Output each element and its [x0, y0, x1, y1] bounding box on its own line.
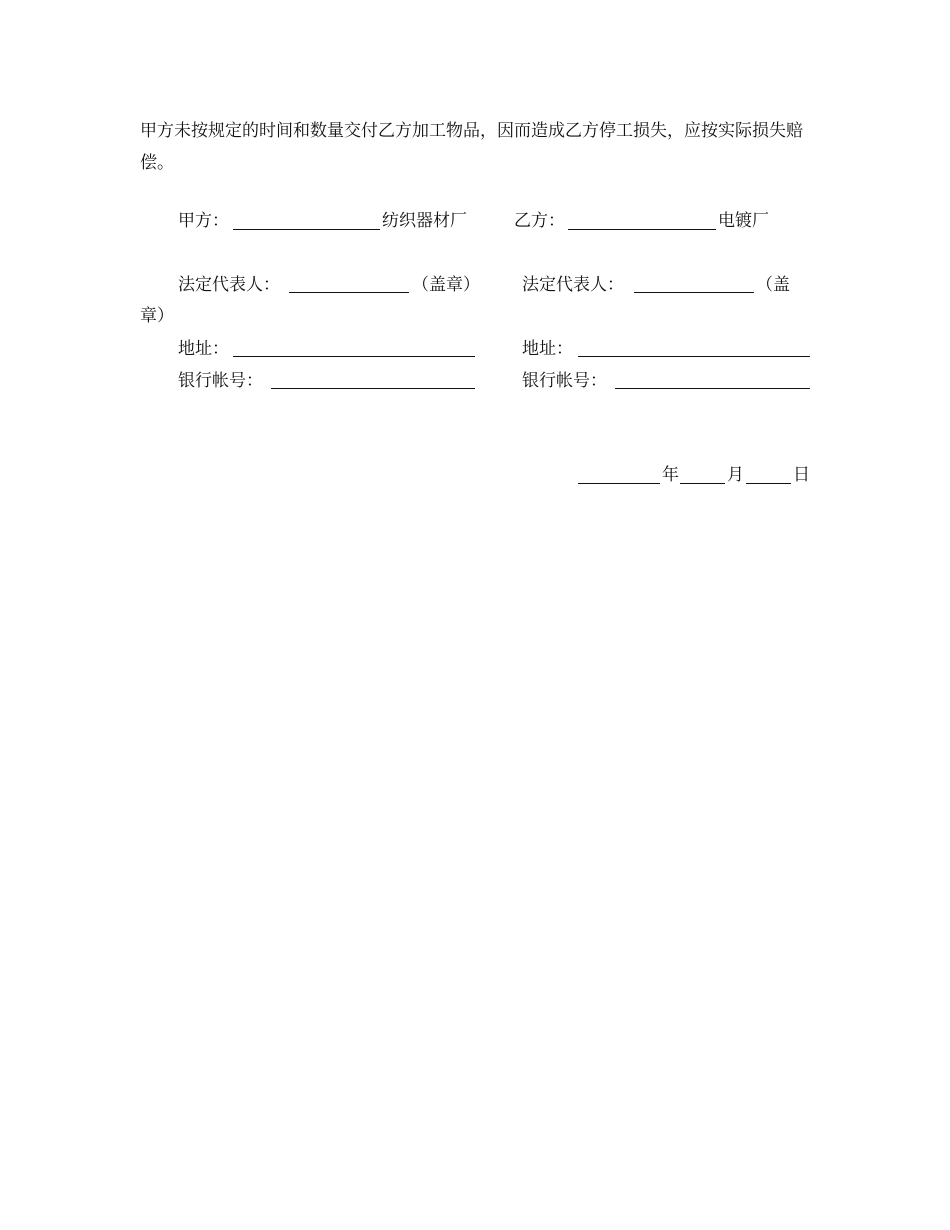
party-a-address-blank[interactable] — [233, 356, 475, 357]
date-year-blank[interactable] — [578, 483, 660, 484]
party-a-seal: （盖章） — [412, 275, 480, 295]
date-month-label: 月 — [727, 465, 744, 485]
date-month-blank[interactable] — [680, 483, 725, 484]
party-b-seal-end: 章） — [140, 306, 174, 326]
party-b-rep-blank[interactable] — [634, 292, 754, 293]
party-b-seal-start: （盖 — [756, 275, 790, 295]
date-day-label: 日 — [793, 465, 810, 485]
party-a-rep-label: 法定代表人： — [178, 275, 280, 295]
party-b-suffix: 电镀厂 — [718, 211, 769, 231]
party-b-label: 乙方： — [514, 211, 565, 231]
party-a-rep-blank[interactable] — [289, 292, 409, 293]
party-b-address-blank[interactable] — [578, 356, 810, 357]
party-a-address-label: 地址： — [178, 339, 229, 359]
party-b-name-blank[interactable] — [568, 229, 716, 230]
party-b-address-label: 地址： — [522, 339, 573, 359]
party-a-bank-label: 银行帐号： — [178, 371, 263, 391]
party-b-bank-label: 银行帐号： — [522, 371, 607, 391]
clause-paragraph: 甲方未按规定的时间和数量交付乙方加工物品，因而造成乙方停工损失，应按实际损失赔偿。 — [140, 121, 803, 173]
party-a-label: 甲方： — [178, 211, 229, 231]
party-b-bank-blank[interactable] — [615, 388, 810, 389]
date-year-label: 年 — [662, 465, 679, 485]
party-a-bank-blank[interactable] — [271, 388, 475, 389]
party-a-name-blank[interactable] — [233, 229, 380, 230]
party-b-rep-label: 法定代表人： — [522, 275, 624, 295]
party-a-suffix: 纺织器材厂 — [382, 211, 467, 231]
date-day-blank[interactable] — [746, 483, 791, 484]
